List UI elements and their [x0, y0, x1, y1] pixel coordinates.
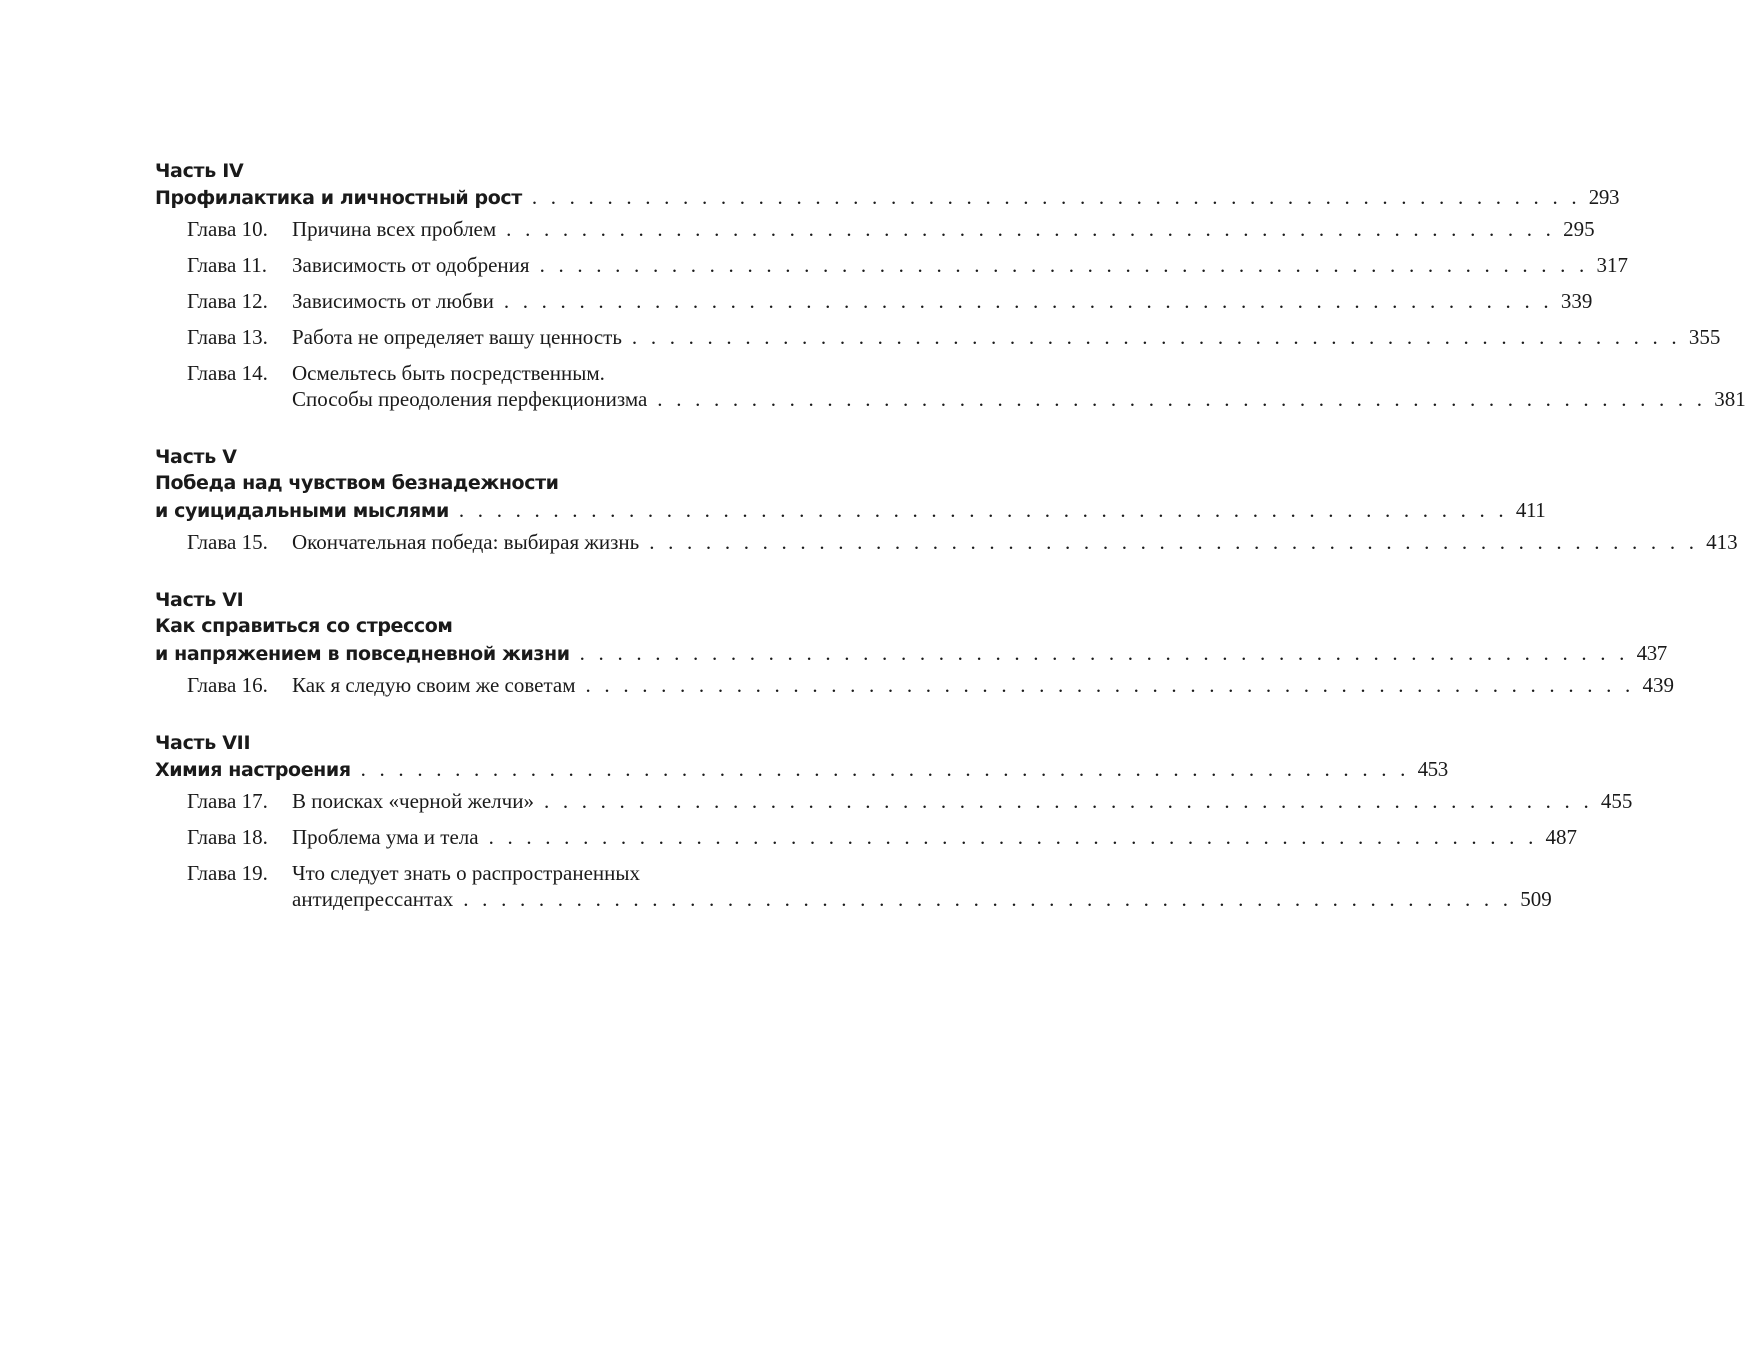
part-title-text: Химия настроения: [155, 759, 351, 781]
chapter-label: Глава 12.: [187, 289, 268, 313]
toc-line: [292, 252, 1629, 278]
part-title-text: и напряжением в повседневной жизни: [155, 643, 570, 665]
chapter-page-number: 509: [1520, 887, 1552, 911]
toc-line: [292, 288, 1593, 314]
toc-line: [292, 386, 1746, 412]
part-label: Часть IV: [155, 160, 244, 182]
chapter-list: [155, 529, 1738, 555]
chapter-entry[interactable]: [155, 824, 1578, 850]
part-title[interactable]: [155, 756, 1448, 784]
chapter-page-number: 413: [1706, 530, 1738, 554]
chapter-title-text: Зависимость от одобрения: [292, 253, 530, 277]
dot-leader: . . . . . . . . . . . . . . . . . . . . . . . . . . . . . . . . . . . . . . . . . . . . . . . . . . . . . . . .: [458, 498, 1508, 522]
toc-line: [292, 529, 1738, 555]
part-title-line: Победа над чувством безнадежности: [155, 472, 559, 494]
toc-line: [155, 184, 1620, 212]
toc-line: [155, 756, 1448, 784]
toc-line: [292, 788, 1633, 814]
part-section: [155, 444, 1738, 555]
toc-line: [292, 824, 1578, 850]
dot-leader: . . . . . . . . . . . . . . . . . . . . . . . . . . . . . . . . . . . . . . . . . . . . . . . . . . . . . . . .: [579, 641, 1629, 665]
part-page-number: 453: [1417, 757, 1448, 781]
chapter-label: Глава 17.: [187, 789, 268, 813]
part-title-text: Профилактика и личностный рост: [155, 187, 522, 209]
chapter-entry[interactable]: [155, 672, 1674, 698]
toc-line: [155, 640, 1667, 668]
part-title[interactable]: [155, 184, 1620, 212]
chapter-title-text: Как я следую своим же советам: [292, 673, 576, 697]
chapter-entry[interactable]: [155, 860, 1552, 912]
part-section: [155, 158, 1746, 412]
chapter-entry[interactable]: [155, 324, 1721, 350]
part-section: [155, 730, 1633, 912]
chapter-title: [292, 252, 1629, 278]
dot-leader: . . . . . . . . . . . . . . . . . . . . . . . . . . . . . . . . . . . . . . . . . . . . . . . . . . . . . . . .: [531, 185, 1581, 209]
chapter-entry[interactable]: [155, 788, 1633, 814]
part-page-number: 411: [1515, 498, 1546, 522]
dot-leader: . . . . . . . . . . . . . . . . . . . . . . . . . . . . . . . . . . . . . . . . . . . . . . . . . . . . . . . .: [649, 530, 1699, 554]
chapter-title-text: В поисках «черной желчи»: [292, 789, 534, 813]
dot-leader: . . . . . . . . . . . . . . . . . . . . . . . . . . . . . . . . . . . . . . . . . . . . . . . . . . . . . . . .: [463, 887, 1513, 911]
part-page-number: 293: [1588, 185, 1620, 209]
chapter-label: Глава 15.: [187, 530, 268, 554]
dot-leader: . . . . . . . . . . . . . . . . . . . . . . . . . . . . . . . . . . . . . . . . . . . . . . . . . . . . . . . .: [488, 825, 1538, 849]
chapter-title-text: Окончательная победа: выбирая жизнь: [292, 530, 640, 554]
toc-line: [292, 886, 1552, 912]
chapter-page-number: 339: [1560, 289, 1593, 313]
chapter-list: [155, 672, 1674, 698]
chapter-page-number: 439: [1642, 673, 1674, 697]
chapter-label: Глава 11.: [187, 253, 268, 277]
dot-leader: . . . . . . . . . . . . . . . . . . . . . . . . . . . . . . . . . . . . . . . . . . . . . . . . . . . . . . . .: [539, 253, 1589, 277]
dot-leader: . . . . . . . . . . . . . . . . . . . . . . . . . . . . . . . . . . . . . . . . . . . . . . . . . . . . . . . .: [585, 673, 1635, 697]
chapter-label: Глава 18.: [187, 825, 268, 849]
dot-leader: . . . . . . . . . . . . . . . . . . . . . . . . . . . . . . . . . . . . . . . . . . . . . . . . . . . . . . . .: [631, 325, 1681, 349]
part-label: Часть V: [155, 446, 237, 468]
chapter-list: [155, 216, 1746, 412]
chapter-entry[interactable]: [155, 252, 1629, 278]
chapter-page-number: 487: [1545, 825, 1578, 849]
toc-line: [292, 216, 1595, 242]
chapter-title: [292, 860, 1552, 912]
part-title-text: и суицидальными мыслями: [155, 500, 449, 522]
chapter-entry[interactable]: [155, 360, 1746, 412]
part-page-number: 437: [1636, 641, 1667, 665]
chapter-title: [292, 216, 1595, 242]
part-title[interactable]: [155, 470, 1546, 525]
table-of-contents: [155, 158, 1746, 944]
chapter-entry[interactable]: [155, 529, 1738, 555]
dot-leader: . . . . . . . . . . . . . . . . . . . . . . . . . . . . . . . . . . . . . . . . . . . . . . . . . . . . . . . .: [506, 217, 1556, 241]
chapter-page-number: 455: [1600, 789, 1633, 813]
chapter-page-number: 381: [1714, 387, 1746, 411]
chapter-title-text: Работа не определяет вашу ценность: [292, 325, 622, 349]
chapter-title: [292, 824, 1578, 850]
chapter-page-number: 355: [1688, 325, 1721, 349]
dot-leader: . . . . . . . . . . . . . . . . . . . . . . . . . . . . . . . . . . . . . . . . . . . . . . . . . . . . . . . .: [657, 387, 1707, 411]
toc-line: [292, 672, 1674, 698]
chapter-page-number: 295: [1563, 217, 1595, 241]
chapter-title-text: Зависимость от любви: [292, 289, 494, 313]
dot-leader: . . . . . . . . . . . . . . . . . . . . . . . . . . . . . . . . . . . . . . . . . . . . . . . . . . . . . . . .: [503, 289, 1553, 313]
chapter-label: Глава 19.: [187, 861, 268, 885]
chapter-page-number: 317: [1596, 253, 1629, 277]
dot-leader: . . . . . . . . . . . . . . . . . . . . . . . . . . . . . . . . . . . . . . . . . . . . . . . . . . . . . . . .: [360, 757, 1410, 781]
chapter-entry[interactable]: [155, 216, 1595, 242]
chapter-title-line: Осмельтесь быть посредственным.: [292, 361, 605, 385]
part-section: [155, 587, 1674, 698]
chapter-list: [155, 788, 1633, 912]
part-title[interactable]: [155, 613, 1667, 668]
chapter-title: [292, 360, 1746, 412]
chapter-label: Глава 10.: [187, 217, 268, 241]
chapter-label: Глава 16.: [187, 673, 268, 697]
chapter-title: [292, 324, 1721, 350]
part-label: Часть VII: [155, 732, 251, 754]
chapter-title-line: Что следует знать о распространенных: [292, 861, 640, 885]
part-label: Часть VI: [155, 589, 244, 611]
toc-line: [292, 324, 1721, 350]
chapter-label: Глава 13.: [187, 325, 268, 349]
dot-leader: . . . . . . . . . . . . . . . . . . . . . . . . . . . . . . . . . . . . . . . . . . . . . . . . . . . . . . . .: [543, 789, 1593, 813]
chapter-entry[interactable]: [155, 288, 1593, 314]
chapter-title-text: Способы преодоления перфекционизма: [292, 387, 648, 411]
part-title-line: Как справиться со стрессом: [155, 615, 453, 637]
chapter-title: [292, 788, 1633, 814]
toc-line: [155, 497, 1546, 525]
chapter-title-text: антидепрессантах: [292, 887, 454, 911]
chapter-title: [292, 672, 1674, 698]
chapter-title-text: Причина всех проблем: [292, 217, 497, 241]
chapter-title-text: Проблема ума и тела: [292, 825, 479, 849]
chapter-label: Глава 14.: [187, 361, 268, 385]
chapter-title: [292, 529, 1738, 555]
chapter-title: [292, 288, 1593, 314]
